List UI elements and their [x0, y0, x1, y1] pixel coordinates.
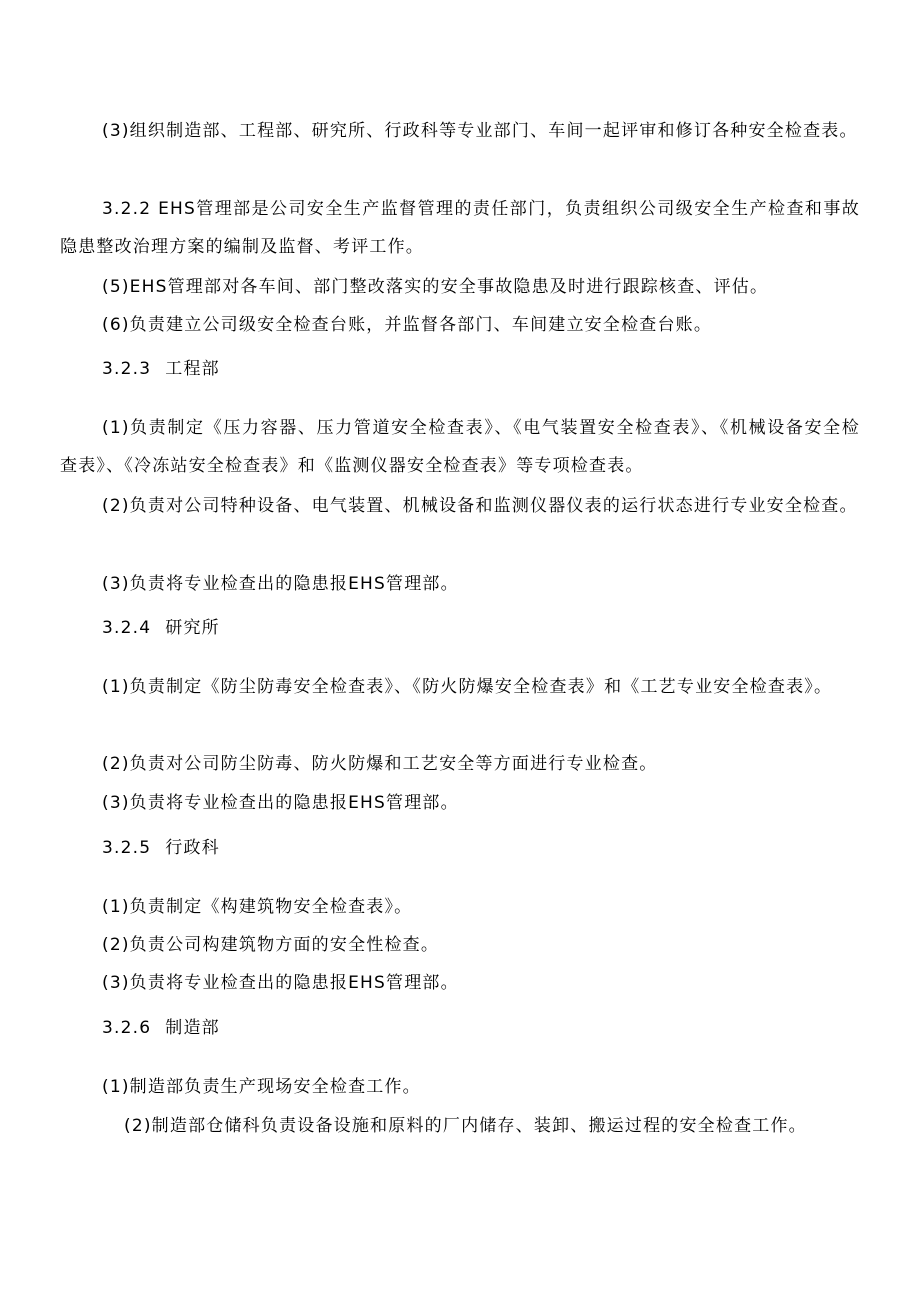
section-title: 行政科: [165, 838, 220, 858]
section-title: 研究所: [165, 618, 220, 638]
paragraph: (2)负责公司构建筑物方面的安全性检查。: [102, 935, 440, 955]
paragraph: 3.2.2 EHS管理部是公司安全生产监督管理的责任部门，负责组织公司级安全生产检查和事故隐患整改治理方案的编制及监督、考评工作。: [60, 199, 860, 257]
section-title: 工程部: [165, 359, 220, 379]
paragraph: (3)负责将专业检查出的隐患报EHS管理部。: [102, 973, 459, 993]
section-heading: [102, 1009, 220, 1047]
section-heading: [102, 609, 220, 647]
paragraph: (1)负责制定《压力容器、压力管道安全检查表》、《电气装置安全检查表》、《机械设备安全检查表》、《冷冻站安全检查表》和《监测仪器安全检查表》等专项检查表。: [60, 418, 860, 476]
section-title: 制造部: [165, 1018, 220, 1038]
section-number: 3.2.5: [102, 838, 152, 858]
section-number: 3.2.6: [102, 1018, 152, 1038]
paragraph: (3)组织制造部、工程部、研究所、行政科等专业部门、车间一起评审和修订各种安全检查表。: [102, 121, 858, 141]
section-heading: [102, 829, 220, 867]
paragraph: (6)负责建立公司级安全检查台账，并监督各部门、车间建立安全检查台账。: [102, 315, 713, 335]
paragraph: (5)EHS管理部对各车间、部门整改落实的安全事故隐患及时进行跟踪核查、评估。: [102, 277, 769, 297]
paragraph: (3)负责将专业检查出的隐患报EHS管理部。: [102, 793, 459, 813]
paragraph: (2)负责对公司特种设备、电气装置、机械设备和监测仪器仪表的运行状态进行专业安全检查。: [102, 496, 858, 516]
paragraph: (1)制造部负责生产现场安全检查工作。: [102, 1077, 421, 1097]
paragraph: (2)负责对公司防尘防毒、防火防爆和工艺安全等方面进行专业检查。: [102, 754, 658, 774]
section-number: 3.2.3: [102, 359, 152, 379]
section-heading: [102, 350, 220, 388]
section-number: 3.2.4: [102, 618, 152, 638]
paragraph: (1)负责制定《防尘防毒安全检查表》、《防火防爆安全检查表》和《工艺专业安全检查表》。: [102, 677, 833, 697]
paragraph: (2)制造部仓储科负责设备设施和原料的厂内储存、装卸、搬运过程的安全检查工作。: [124, 1116, 807, 1136]
paragraph: (3)负责将专业检查出的隐患报EHS管理部。: [102, 574, 459, 594]
paragraph: (1)负责制定《构建筑物安全检查表》。: [102, 897, 413, 917]
